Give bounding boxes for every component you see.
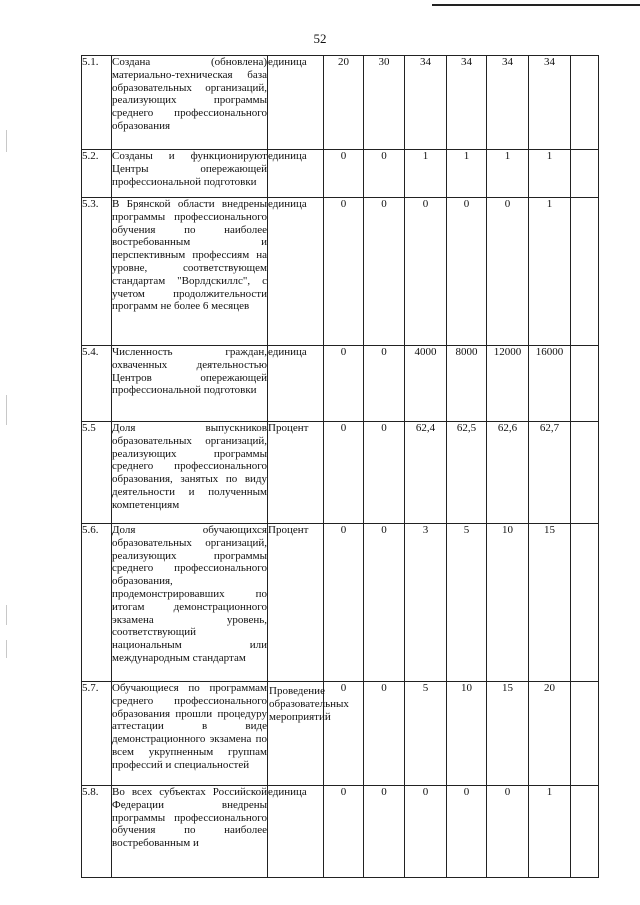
value-cell: 62,6 xyxy=(487,422,529,524)
value-cell: 62,5 xyxy=(447,422,487,524)
row-unit: Проведение образовательных мероприятий xyxy=(268,682,324,786)
table-row xyxy=(82,198,599,346)
table-row xyxy=(82,524,599,682)
row-description: Во всех субъектах Российской Федерации внедрены программы профессионального обучения по наиболее востребованным и xyxy=(112,786,268,878)
value-cell: 5 xyxy=(405,682,447,786)
value-cell: 0 xyxy=(364,198,405,346)
value-cell: 8000 xyxy=(447,346,487,422)
row-description: Доля выпускников образовательных организаций, реализующих программы среднего профессионального образования, занятых по виду деятельности и полученным компетенциям xyxy=(112,422,268,524)
row-unit: единица xyxy=(268,198,324,346)
value-cell: 10 xyxy=(487,524,529,682)
empty-cell xyxy=(571,150,599,198)
table-row xyxy=(82,786,599,878)
indicators-table xyxy=(81,55,599,878)
row-number: 5.8. xyxy=(82,786,112,878)
value-cell: 0 xyxy=(364,422,405,524)
value-cell: 0 xyxy=(364,524,405,682)
value-cell: 4000 xyxy=(405,346,447,422)
value-cell: 1 xyxy=(529,150,571,198)
row-description: Обучающиеся по программам среднего профессионального образования прошли процедуру аттестации в виде демонстрационного экзамена по всем укрупненным группам профессий и специальностей xyxy=(112,682,268,786)
table-row xyxy=(82,346,599,422)
value-cell: 0 xyxy=(364,346,405,422)
value-cell: 1 xyxy=(487,150,529,198)
row-number: 5.2. xyxy=(82,150,112,198)
empty-cell xyxy=(571,198,599,346)
row-description: Численность граждан, охваченных деятельностью Центров опережающей профессиональной подготовки xyxy=(112,346,268,422)
table-row xyxy=(82,682,599,786)
table-row xyxy=(82,150,599,198)
scan-mark xyxy=(6,605,7,625)
value-cell: 0 xyxy=(324,524,364,682)
row-number: 5.1. xyxy=(82,56,112,150)
value-cell: 30 xyxy=(364,56,405,150)
row-unit: единица xyxy=(268,786,324,878)
value-cell: 0 xyxy=(324,682,364,786)
table-row xyxy=(82,56,599,150)
value-cell: 0 xyxy=(405,198,447,346)
value-cell: 0 xyxy=(487,786,529,878)
empty-cell xyxy=(571,422,599,524)
scan-mark xyxy=(6,640,7,658)
row-unit: Процент xyxy=(268,422,324,524)
scan-mark xyxy=(6,395,7,425)
value-cell: 62,7 xyxy=(529,422,571,524)
value-cell: 0 xyxy=(447,786,487,878)
empty-cell xyxy=(571,56,599,150)
scan-mark xyxy=(6,130,7,152)
row-description: Доля обучающихся образовательных организаций, реализующих программы среднего профессионального образования, продемонстрировавших по итогам демонстрационного экзамена уровень, соответствующий национальным или международным стандартам xyxy=(112,524,268,682)
value-cell: 0 xyxy=(324,150,364,198)
value-cell: 0 xyxy=(324,422,364,524)
value-cell: 15 xyxy=(529,524,571,682)
value-cell: 1 xyxy=(529,786,571,878)
row-description: Создана (обновлена) материально-техническая база образовательных организаций, реализующих программы среднего профессионального образования xyxy=(112,56,268,150)
value-cell: 15 xyxy=(487,682,529,786)
value-cell: 34 xyxy=(487,56,529,150)
value-cell: 16000 xyxy=(529,346,571,422)
row-number: 5.4. xyxy=(82,346,112,422)
value-cell: 0 xyxy=(447,198,487,346)
row-description: Созданы и функционируют Центры опережающей профессиональной подготовки xyxy=(112,150,268,198)
value-cell: 5 xyxy=(447,524,487,682)
value-cell: 0 xyxy=(364,150,405,198)
value-cell: 0 xyxy=(364,786,405,878)
empty-cell xyxy=(571,524,599,682)
value-cell: 1 xyxy=(447,150,487,198)
value-cell: 3 xyxy=(405,524,447,682)
row-number: 5.3. xyxy=(82,198,112,346)
row-description: В Брянской области внедрены программы профессионального обучения по наиболее востребованным и перспективным профессиям на уровне, соответствующем стандартам "Ворлдскиллс", с учетом продолжительности программ не более 6 месяцев xyxy=(112,198,268,346)
value-cell: 0 xyxy=(405,786,447,878)
value-cell: 20 xyxy=(324,56,364,150)
top-rule xyxy=(432,4,640,6)
page-number: 52 xyxy=(313,31,327,46)
row-number: 5.7. xyxy=(82,682,112,786)
row-unit: единица xyxy=(268,346,324,422)
row-number: 5.6. xyxy=(82,524,112,682)
row-number: 5.5 xyxy=(82,422,112,524)
value-cell: 34 xyxy=(447,56,487,150)
row-unit: Процент xyxy=(268,524,324,682)
value-cell: 34 xyxy=(529,56,571,150)
value-cell: 1 xyxy=(405,150,447,198)
value-cell: 12000 xyxy=(487,346,529,422)
value-cell: 10 xyxy=(447,682,487,786)
value-cell: 34 xyxy=(405,56,447,150)
value-cell: 0 xyxy=(324,198,364,346)
value-cell: 0 xyxy=(324,786,364,878)
value-cell: 1 xyxy=(529,198,571,346)
row-unit: единица xyxy=(268,150,324,198)
value-cell: 20 xyxy=(529,682,571,786)
value-cell: 0 xyxy=(324,346,364,422)
empty-cell xyxy=(571,786,599,878)
scan-margin-marks xyxy=(0,0,40,905)
empty-cell xyxy=(571,346,599,422)
table-row xyxy=(82,422,599,524)
value-cell: 0 xyxy=(364,682,405,786)
row-unit: единица xyxy=(268,56,324,150)
value-cell: 0 xyxy=(487,198,529,346)
value-cell: 62,4 xyxy=(405,422,447,524)
empty-cell xyxy=(571,682,599,786)
